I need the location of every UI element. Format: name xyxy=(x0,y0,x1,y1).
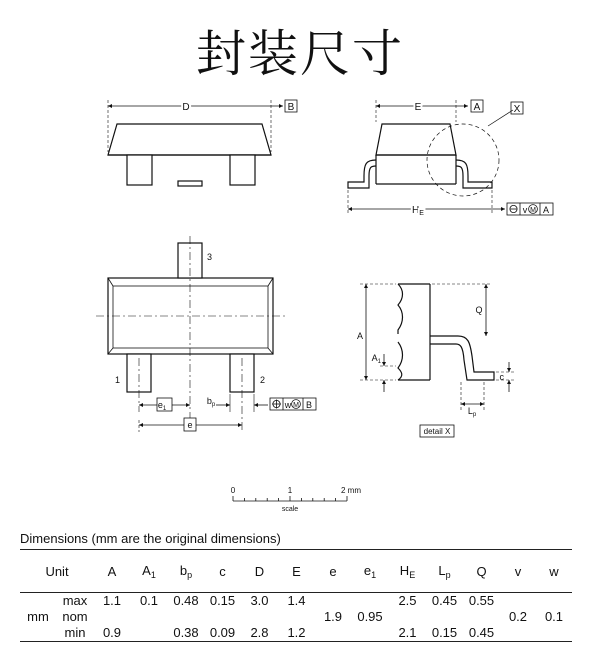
column-header: $A_1$ xyxy=(130,550,168,593)
column-header: $L_p$ xyxy=(426,550,463,593)
dim-label-c: c xyxy=(499,372,504,382)
dim-label-he: $H_E$ xyxy=(412,205,424,217)
value-cell: 3.0 xyxy=(250,593,269,608)
dim-label-d: D xyxy=(182,102,190,113)
column-header: w xyxy=(536,550,572,593)
tolerance-v-m-label: M xyxy=(530,207,536,214)
dim-label-lp: $L_p$ xyxy=(467,406,477,418)
table-body xyxy=(20,593,572,642)
column-header: Unit xyxy=(20,550,94,593)
value-cell xyxy=(500,625,536,642)
table-row xyxy=(20,625,572,642)
column-header: e xyxy=(315,550,351,593)
row-label-cell: min xyxy=(56,625,94,642)
value-cell xyxy=(315,625,351,642)
value-cell xyxy=(168,609,204,625)
detail-x-label: detail X xyxy=(423,427,451,436)
value-cell: 0.2 xyxy=(508,609,528,624)
value-cell: 0.15 xyxy=(426,625,463,642)
pin-1-label: 1 xyxy=(115,375,121,385)
value-cell: 2.5 xyxy=(398,593,417,608)
scale-label: scale xyxy=(281,506,299,513)
value-cell: 0.1 xyxy=(544,609,564,624)
column-header: v xyxy=(500,550,536,593)
value-cell xyxy=(389,609,426,625)
value-cell: 1.1 xyxy=(102,593,122,608)
scale-bar xyxy=(233,496,347,501)
value-cell xyxy=(500,593,536,610)
column-header: D xyxy=(241,550,278,593)
scale-tick-2: 2 mm xyxy=(341,486,361,495)
value-cell xyxy=(278,609,315,625)
value-cell: 0.48 xyxy=(173,593,199,608)
column-header: A xyxy=(94,550,130,593)
dim-label-a1: $A_1$ xyxy=(371,353,381,365)
detail-x-marker: X xyxy=(513,104,521,115)
value-cell xyxy=(130,625,168,642)
value-cell: 0.15 xyxy=(209,593,236,608)
datum-b-label: B xyxy=(287,102,295,113)
datum-a-label: A xyxy=(473,102,481,113)
value-cell: 2.8 xyxy=(241,625,278,642)
value-cell xyxy=(204,609,241,625)
value-cell xyxy=(241,609,278,625)
side-view-e xyxy=(348,100,553,215)
dim-label-e-pitch: e xyxy=(187,420,193,430)
tolerance-v-datum-label: A xyxy=(542,205,550,215)
column-header: Q xyxy=(463,550,500,593)
tolerance-w-m-label: M xyxy=(293,402,299,409)
dimensions-table xyxy=(20,549,572,642)
value-cell: 1.4 xyxy=(287,593,306,608)
column-header: E xyxy=(278,550,315,593)
value-cell: 0.09 xyxy=(204,625,241,642)
dim-label-a: A xyxy=(356,331,363,341)
pin-3-label: 3 xyxy=(207,252,213,262)
row-label-cell: nom xyxy=(62,609,88,624)
value-cell xyxy=(463,609,500,625)
tolerance-w-datum-label: B xyxy=(305,400,313,410)
value-cell: 0.9 xyxy=(94,625,130,642)
column-header: $b_p$ xyxy=(168,550,204,593)
pin-2-label: 2 xyxy=(260,375,266,385)
table-row xyxy=(20,609,572,625)
value-cell: 2.1 xyxy=(389,625,426,642)
value-cell: 0.45 xyxy=(431,593,458,608)
value-cell xyxy=(536,625,572,642)
column-header: $H_E$ xyxy=(389,550,426,593)
scale-tick-1: 1 xyxy=(287,486,293,495)
dim-label-q: Q xyxy=(475,305,483,315)
value-cell: 0.55 xyxy=(468,593,495,608)
column-header: c xyxy=(204,550,241,593)
value-cell: 1.9 xyxy=(323,609,343,624)
dim-label-bp: $b_p$ xyxy=(206,396,216,408)
unit-cell: mm xyxy=(20,593,56,642)
page-title: 封装尺寸 xyxy=(196,25,404,83)
value-cell xyxy=(315,593,351,610)
value-cell xyxy=(130,609,168,625)
table-row xyxy=(20,593,572,610)
value-cell xyxy=(426,609,463,625)
value-cell xyxy=(351,625,389,642)
table-header-row xyxy=(20,550,572,593)
value-cell: 0.1 xyxy=(139,593,159,608)
dim-label-e: E xyxy=(414,102,422,113)
tolerance-w-label: w xyxy=(284,400,292,410)
value-cell: 0.38 xyxy=(168,625,204,642)
value-cell: 1.2 xyxy=(278,625,315,642)
dim-label-e1: $e_1$ xyxy=(157,400,167,412)
dimensions-caption: Dimensions (mm are the original dimensions) xyxy=(20,531,281,546)
value-cell xyxy=(351,593,389,610)
row-label-cell: max xyxy=(62,593,88,608)
value-cell xyxy=(94,609,130,625)
value-cell xyxy=(536,593,572,610)
detail-x-view xyxy=(360,284,514,437)
scale-tick-0: 0 xyxy=(230,486,236,495)
value-cell: 0.45 xyxy=(463,625,500,642)
value-cell: 0.95 xyxy=(357,609,383,624)
side-view-d xyxy=(108,100,297,186)
tolerance-v-label: v xyxy=(522,205,528,215)
column-header: $e_1$ xyxy=(351,550,389,593)
